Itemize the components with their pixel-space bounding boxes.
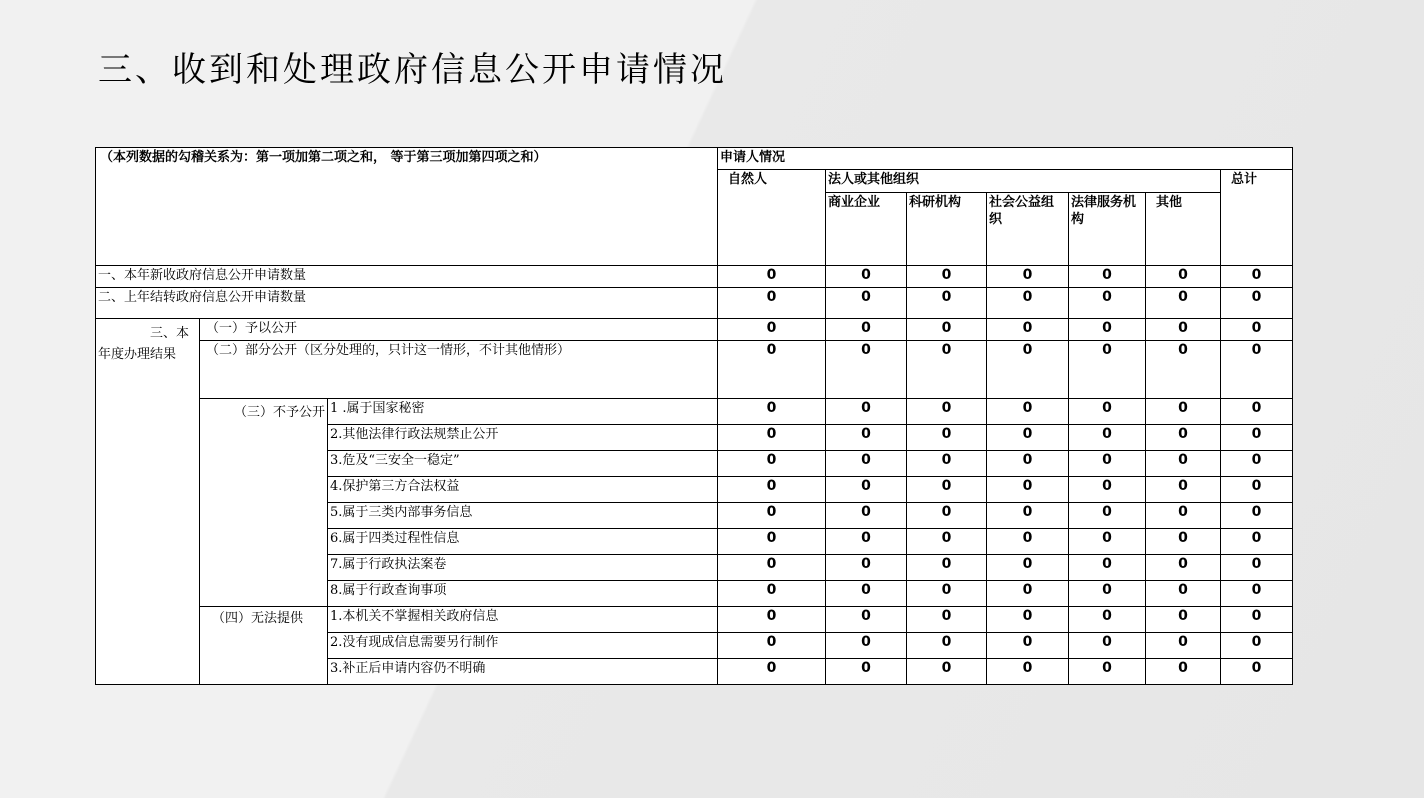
row-label: 3.补正后申请内容仍不明确 (328, 659, 718, 685)
cell-value: 0 (987, 477, 1069, 503)
row-label: 2.其他法律行政法规禁止公开 (328, 425, 718, 451)
cell-value: 0 (826, 319, 907, 341)
cell-value: 0 (1069, 555, 1146, 581)
cell-value: 0 (1146, 529, 1221, 555)
cell-value: 0 (987, 319, 1069, 341)
cell-value: 0 (1221, 425, 1293, 451)
cell-value: 0 (826, 288, 907, 319)
cell-value: 0 (907, 607, 987, 633)
cell-value: 0 (718, 399, 826, 425)
cell-value: 0 (718, 425, 826, 451)
header-legal-org: 法人或其他组织 (826, 170, 1221, 193)
cell-value: 0 (907, 288, 987, 319)
cell-value: 0 (718, 529, 826, 555)
cell-value: 0 (907, 659, 987, 685)
cell-value: 0 (987, 607, 1069, 633)
cell-value: 0 (907, 477, 987, 503)
cell-value: 0 (1221, 555, 1293, 581)
cell-value: 0 (907, 451, 987, 477)
cell-value: 0 (987, 425, 1069, 451)
cell-value: 0 (826, 529, 907, 555)
cell-value: 0 (907, 341, 987, 399)
row-label: 7.属于行政执法案卷 (328, 555, 718, 581)
table-row (96, 288, 1293, 319)
result-group-label: 三、本年度办理结果 (96, 319, 200, 685)
cell-value: 0 (987, 633, 1069, 659)
cell-value: 0 (907, 399, 987, 425)
cell-value: 0 (826, 451, 907, 477)
cell-value: 0 (1146, 581, 1221, 607)
table-row (96, 341, 1293, 399)
cell-value: 0 (907, 425, 987, 451)
cell-value: 0 (826, 581, 907, 607)
cell-value: 0 (1069, 633, 1146, 659)
cell-value: 0 (826, 633, 907, 659)
cell-value: 0 (718, 341, 826, 399)
row-label: 一、本年新收政府信息公开申请数量 (96, 266, 718, 288)
cell-value: 0 (1221, 477, 1293, 503)
row-label: 1 .属于国家秘密 (328, 399, 718, 425)
cell-value: 0 (907, 319, 987, 341)
cell-value: 0 (1146, 503, 1221, 529)
cell-value: 0 (907, 529, 987, 555)
cell-value: 0 (1221, 451, 1293, 477)
row-label: 2.没有现成信息需要另行制作 (328, 633, 718, 659)
cell-value: 0 (1146, 607, 1221, 633)
unable-group-label: （四）无法提供 (200, 607, 328, 685)
header-research: 科研机构 (907, 193, 987, 266)
cell-value: 0 (1069, 659, 1146, 685)
table-row (96, 607, 1293, 633)
row-label: 1.本机关不掌握相关政府信息 (328, 607, 718, 633)
row-label: 3.危及“三安全一稳定” (328, 451, 718, 477)
cell-value: 0 (718, 659, 826, 685)
row-label: （二）部分公开（区分处理的，只计这一情形，不计其他情形） (200, 341, 718, 399)
cell-value: 0 (1221, 288, 1293, 319)
statistics-table-container (95, 147, 1293, 685)
header-total: 总计 (1221, 170, 1293, 266)
cell-value: 0 (1069, 266, 1146, 288)
cell-value: 0 (1146, 659, 1221, 685)
cell-value: 0 (987, 503, 1069, 529)
cell-value: 0 (718, 288, 826, 319)
table-row (96, 266, 1293, 288)
cell-value: 0 (1146, 425, 1221, 451)
cell-value: 0 (1146, 341, 1221, 399)
cell-value: 0 (1146, 451, 1221, 477)
cell-value: 0 (987, 581, 1069, 607)
header-note: （本列数据的勾稽关系为：第一项加第二项之和， 等于第三项加第四项之和） (96, 148, 718, 266)
cell-value: 0 (1221, 503, 1293, 529)
cell-value: 0 (987, 659, 1069, 685)
cell-value: 0 (1221, 341, 1293, 399)
cell-value: 0 (907, 581, 987, 607)
cell-value: 0 (718, 319, 826, 341)
cell-value: 0 (1069, 477, 1146, 503)
cell-value: 0 (826, 399, 907, 425)
cell-value: 0 (718, 503, 826, 529)
cell-value: 0 (718, 266, 826, 288)
row-label: 二、上年结转政府信息公开申请数量 (96, 288, 718, 319)
cell-value: 0 (907, 633, 987, 659)
cell-value: 0 (718, 633, 826, 659)
table-row (96, 319, 1293, 341)
cell-value: 0 (987, 555, 1069, 581)
not-disclose-group-label: （三）不予公开 (200, 399, 328, 607)
header-legal-service: 法律服务机构 (1069, 193, 1146, 266)
cell-value: 0 (826, 341, 907, 399)
header-social: 社会公益组织 (987, 193, 1069, 266)
cell-value: 0 (1146, 266, 1221, 288)
cell-value: 0 (987, 341, 1069, 399)
header-other: 其他 (1146, 193, 1221, 266)
cell-value: 0 (1069, 503, 1146, 529)
cell-value: 0 (1221, 607, 1293, 633)
cell-value: 0 (987, 288, 1069, 319)
row-label: 4.保护第三方合法权益 (328, 477, 718, 503)
cell-value: 0 (907, 555, 987, 581)
cell-value: 0 (826, 607, 907, 633)
cell-value: 0 (1069, 581, 1146, 607)
cell-value: 0 (1221, 581, 1293, 607)
cell-value: 0 (1146, 477, 1221, 503)
cell-value: 0 (718, 607, 826, 633)
row-label: 8.属于行政查询事项 (328, 581, 718, 607)
statistics-table (95, 147, 1293, 685)
cell-value: 0 (826, 659, 907, 685)
cell-value: 0 (718, 451, 826, 477)
cell-value: 0 (826, 266, 907, 288)
page-title: 三、收到和处理政府信息公开申请情况 (98, 50, 727, 90)
cell-value: 0 (1221, 633, 1293, 659)
header-applicant: 申请人情况 (718, 148, 1293, 170)
cell-value: 0 (826, 425, 907, 451)
cell-value: 0 (1146, 288, 1221, 319)
cell-value: 0 (1221, 399, 1293, 425)
cell-value: 0 (718, 581, 826, 607)
cell-value: 0 (1069, 319, 1146, 341)
cell-value: 0 (1069, 399, 1146, 425)
cell-value: 0 (1069, 607, 1146, 633)
row-label: 5.属于三类内部事务信息 (328, 503, 718, 529)
cell-value: 0 (1069, 341, 1146, 399)
row-label: （一）予以公开 (200, 319, 718, 341)
cell-value: 0 (987, 451, 1069, 477)
cell-value: 0 (987, 529, 1069, 555)
header-commercial: 商业企业 (826, 193, 907, 266)
cell-value: 0 (718, 555, 826, 581)
cell-value: 0 (1146, 399, 1221, 425)
cell-value: 0 (907, 266, 987, 288)
cell-value: 0 (718, 477, 826, 503)
cell-value: 0 (1069, 529, 1146, 555)
cell-value: 0 (1221, 266, 1293, 288)
cell-value: 0 (1146, 633, 1221, 659)
cell-value: 0 (1069, 288, 1146, 319)
cell-value: 0 (826, 555, 907, 581)
row-label: 6.属于四类过程性信息 (328, 529, 718, 555)
cell-value: 0 (987, 266, 1069, 288)
cell-value: 0 (1146, 555, 1221, 581)
cell-value: 0 (1069, 451, 1146, 477)
cell-value: 0 (1221, 529, 1293, 555)
cell-value: 0 (1221, 659, 1293, 685)
table-row (96, 399, 1293, 425)
cell-value: 0 (826, 477, 907, 503)
cell-value: 0 (1069, 425, 1146, 451)
header-natural-person: 自然人 (718, 170, 826, 266)
cell-value: 0 (826, 503, 907, 529)
cell-value: 0 (1221, 319, 1293, 341)
cell-value: 0 (987, 399, 1069, 425)
cell-value: 0 (907, 503, 987, 529)
cell-value: 0 (1146, 319, 1221, 341)
